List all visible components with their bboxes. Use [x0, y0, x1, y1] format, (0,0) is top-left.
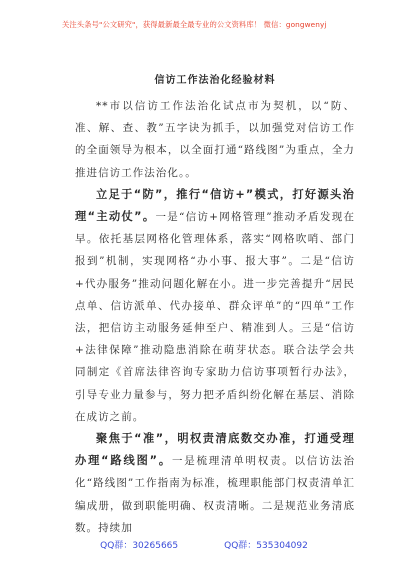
footer-qq-group-1: QQ群：30265665	[100, 541, 179, 551]
page-title: 信访工作法治化经验材料	[154, 75, 276, 86]
header-banner: 关注头条号"公文研究"，获得最新最全最专业的公文资料库！ 微信：gongwenyj	[62, 20, 327, 29]
section-1-heading: 立足于“防”，推行“信访+”模式，打好源头治理“主动仗”。	[75, 187, 355, 224]
section-2-heading: 聚焦于“准”，明权责清底数交办准，打通受理办理“路线图”。	[75, 432, 355, 468]
section-2-body: 一是梳理清单明权责。以信访法治化“路线图”工作指南为标准，梳理职能部门权责清单汇编成册，做到职能明确、权责清晰。二是规范业务清底数。持续加	[75, 455, 355, 534]
footer-qq-group-2: QQ群：535304092	[224, 541, 308, 551]
section-2-paragraph	[75, 428, 355, 539]
section-1-body: 一是“信访+网格管理”推动矛盾发现在早。依托基层网格化管理体系，落实“网格吹哨、部门报到”机制，实现网格“办小事、报大事”。二是“信访+代办服务”推动问题化解在小。进一步完善提升“居民点单、信访派单、代办接单、群众评单”的“四单”工作法，把信访主动服务延伸至户、精准到人。三是“信访+法律保障”推动隐患消除在萌芽状态。联合法学会共同制定《首席法律咨询专家助力信访事项暂行办法》，引导专业力量参与，努力把矛盾纠纷化解在基层、消除在成访之前。	[75, 211, 356, 423]
intro-paragraph: **市以信访工作法治化试点市为契机，以“防、准、解、查、教”五字诀为抓手，以加强党对信访工作的全面领导为根本，以全面打通“路线图”为重点，全力推进信访工作法治化。。	[75, 100, 355, 179]
document-body	[75, 55, 355, 539]
footer	[0, 538, 408, 551]
section-1-paragraph	[75, 184, 355, 428]
